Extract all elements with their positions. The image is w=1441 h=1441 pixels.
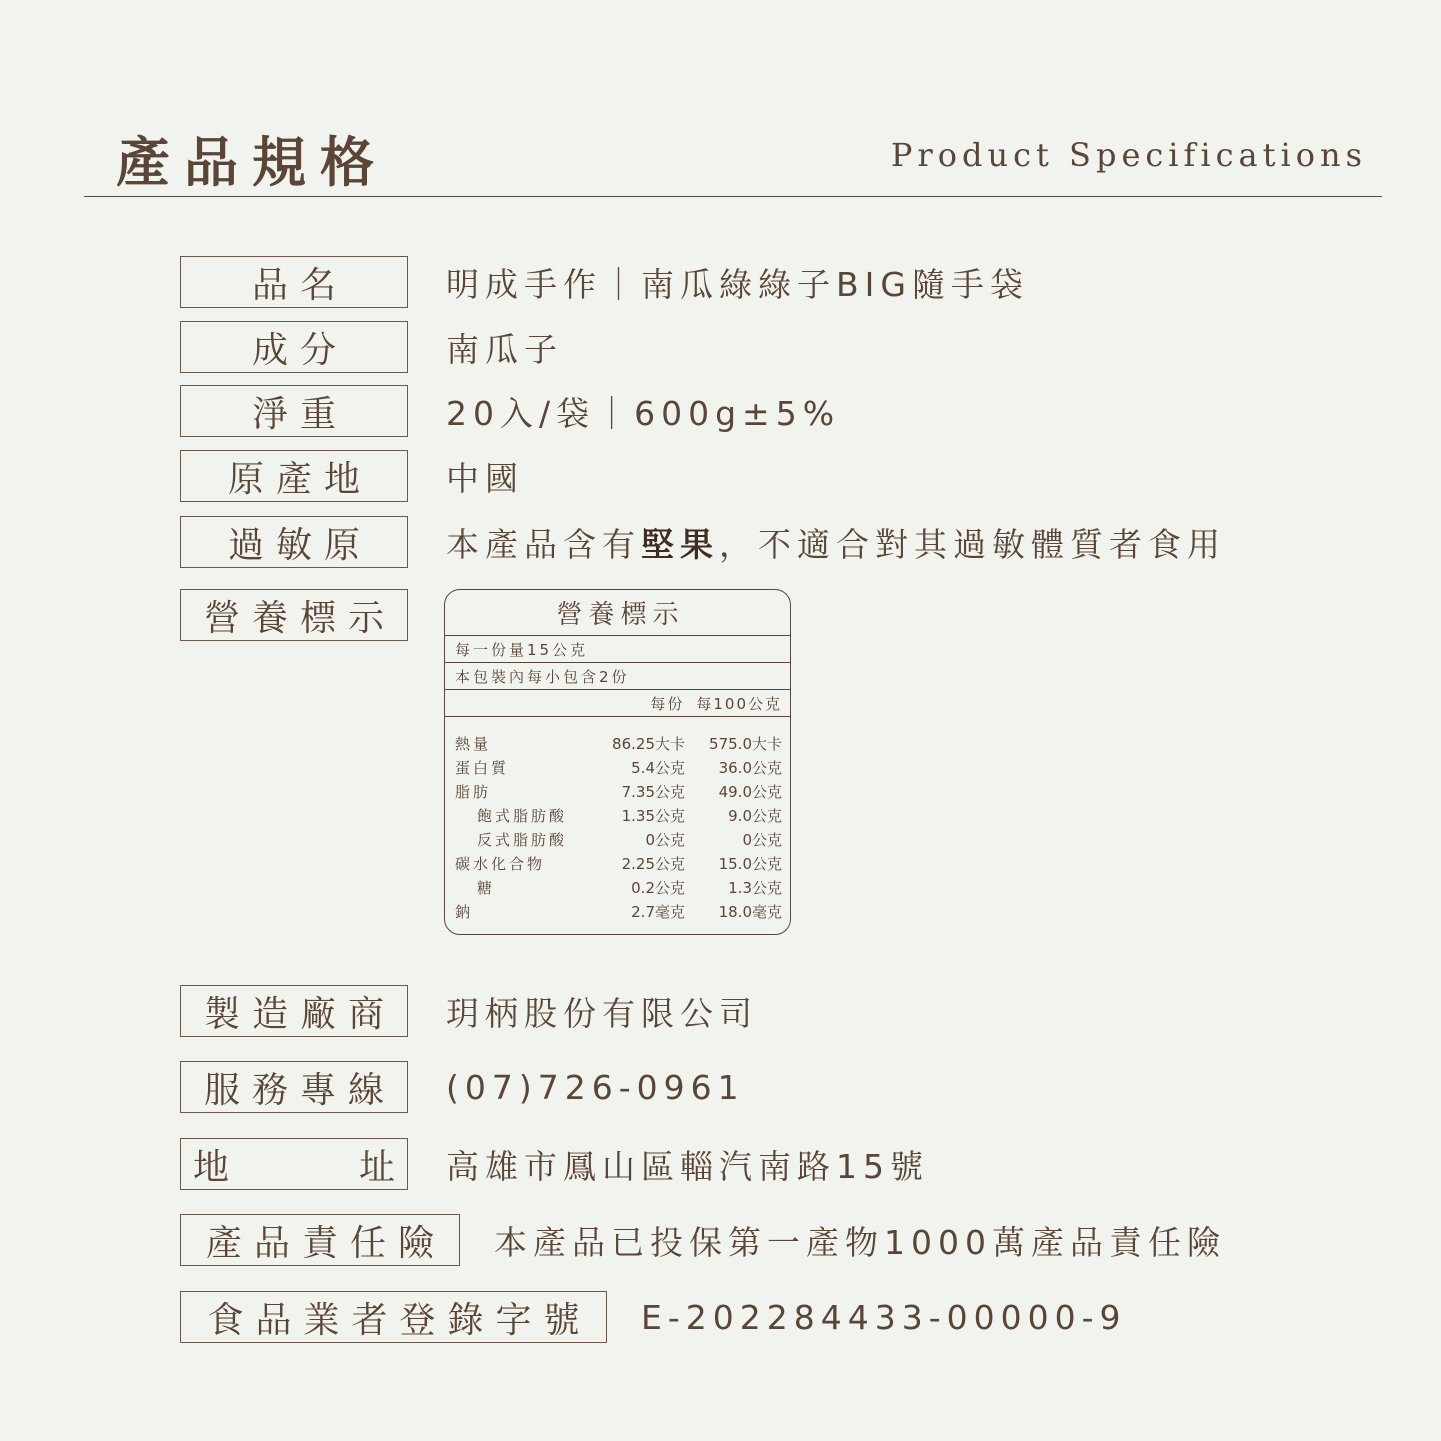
nutrient-per-100: 15.0公克 bbox=[718, 854, 782, 873]
nutrient-name: 脂肪 bbox=[455, 782, 492, 801]
page-title: 產品規格 bbox=[116, 131, 388, 194]
spec-row-hotline bbox=[180, 1061, 745, 1113]
spec-row-allergen bbox=[180, 516, 1226, 568]
nutrition-row bbox=[445, 851, 790, 875]
nutrition-col-per-serving: 每份 bbox=[650, 694, 685, 713]
spec-value-registration: E-202284433-00000-9 bbox=[641, 1297, 1127, 1337]
nutrient-per-serving: 1.35公克 bbox=[621, 806, 685, 825]
spec-label-origin: 原產地 bbox=[180, 450, 408, 502]
nutrient-per-100: 1.3公克 bbox=[728, 878, 782, 897]
spec-label-allergen: 過敏原 bbox=[180, 516, 408, 568]
nutrition-row bbox=[445, 731, 790, 755]
allergen-text-pre: 本產品含有 bbox=[446, 524, 641, 564]
spec-label-registration: 食品業者登錄字號 bbox=[180, 1291, 607, 1343]
nutrition-table bbox=[445, 717, 790, 923]
nutrient-per-100: 49.0公克 bbox=[718, 782, 782, 801]
nutrition-title: 營養標示 bbox=[445, 590, 790, 636]
nutrition-serving-size: 每一份量15公克 bbox=[445, 636, 790, 663]
nutrient-per-100: 9.0公克 bbox=[728, 806, 782, 825]
spec-label-weight: 淨重 bbox=[180, 385, 408, 437]
spec-value-address: 高雄市鳳山區輜汽南路15號 bbox=[446, 1146, 929, 1186]
nutrition-row bbox=[445, 755, 790, 779]
spec-row-origin bbox=[180, 450, 524, 502]
spec-value-weight: 20入/袋｜600g±5% bbox=[446, 393, 841, 433]
nutrient-name: 碳水化合物 bbox=[455, 854, 546, 873]
nutrition-servings-per-pack: 本包裝內每小包含2份 bbox=[445, 663, 790, 690]
spec-value-origin: 中國 bbox=[446, 458, 524, 498]
nutrient-per-100: 18.0毫克 bbox=[718, 902, 782, 921]
spec-label-hotline: 服務專線 bbox=[180, 1061, 408, 1113]
spec-value-allergen bbox=[446, 519, 1226, 566]
nutrient-name: 反式脂肪酸 bbox=[477, 830, 568, 849]
address-label-right: 址 bbox=[358, 1146, 395, 1188]
nutrient-per-serving: 86.25大卡 bbox=[612, 734, 685, 753]
spec-value-manufacturer: 玥柄股份有限公司 bbox=[446, 993, 758, 1033]
spec-row-weight bbox=[180, 385, 840, 437]
nutrient-per-serving: 7.35公克 bbox=[621, 782, 685, 801]
nutrient-per-100: 0公克 bbox=[742, 830, 782, 849]
nutrient-name: 熱量 bbox=[455, 734, 492, 753]
spec-value-insurance: 本產品已投保第一產物1000萬產品責任險 bbox=[494, 1222, 1226, 1262]
nutrient-per-100: 575.0大卡 bbox=[709, 734, 782, 753]
spec-row-ingredients bbox=[180, 321, 563, 373]
spec-value-hotline: (07)726-0961 bbox=[446, 1067, 745, 1107]
nutrition-row bbox=[445, 827, 790, 851]
nutrition-row bbox=[445, 779, 790, 803]
allergen-highlight: 堅果 bbox=[641, 524, 719, 564]
nutrient-per-serving: 5.4公克 bbox=[631, 758, 685, 777]
nutrition-column-header bbox=[445, 690, 790, 717]
spec-label-insurance: 產品責任險 bbox=[180, 1214, 460, 1266]
nutrition-row bbox=[445, 899, 790, 923]
nutrition-col-per-100: 每100公克 bbox=[696, 694, 782, 713]
nutrient-per-serving: 0公克 bbox=[645, 830, 685, 849]
nutrient-name: 飽式脂肪酸 bbox=[477, 806, 568, 825]
spec-value-name: 明成手作｜南瓜綠綠子BIG隨手袋 bbox=[446, 264, 1029, 304]
nutrient-name: 蛋白質 bbox=[455, 758, 510, 777]
spec-label-name: 品名 bbox=[180, 256, 408, 308]
nutrient-per-100: 36.0公克 bbox=[718, 758, 782, 777]
spec-row-registration bbox=[180, 1291, 1127, 1343]
spec-row-nutrition bbox=[180, 589, 408, 641]
spec-label-nutrition: 營養標示 bbox=[180, 589, 408, 641]
nutrient-per-serving: 2.25公克 bbox=[621, 854, 685, 873]
spec-row-name bbox=[180, 256, 1029, 308]
spec-label-manufacturer: 製造廠商 bbox=[180, 985, 408, 1037]
nutrient-per-serving: 2.7毫克 bbox=[631, 902, 685, 921]
nutrition-row bbox=[445, 803, 790, 827]
address-label-left: 地 bbox=[193, 1146, 230, 1188]
nutrient-per-serving: 0.2公克 bbox=[631, 878, 685, 897]
nutrient-name: 糖 bbox=[477, 878, 496, 897]
allergen-text-post: ，不適合對其過敏體質者食用 bbox=[719, 524, 1226, 564]
spec-row-address bbox=[180, 1138, 929, 1190]
spec-row-manufacturer bbox=[180, 985, 758, 1037]
page-subtitle: Product Specifications bbox=[890, 136, 1367, 174]
nutrition-panel bbox=[444, 589, 791, 935]
nutrition-row bbox=[445, 875, 790, 899]
spec-label-ingredients: 成分 bbox=[180, 321, 408, 373]
spec-row-insurance bbox=[180, 1214, 1226, 1266]
nutrient-name: 鈉 bbox=[455, 902, 474, 921]
header-divider bbox=[84, 196, 1382, 197]
spec-value-ingredients: 南瓜子 bbox=[446, 329, 563, 369]
spec-label-address bbox=[180, 1138, 408, 1190]
